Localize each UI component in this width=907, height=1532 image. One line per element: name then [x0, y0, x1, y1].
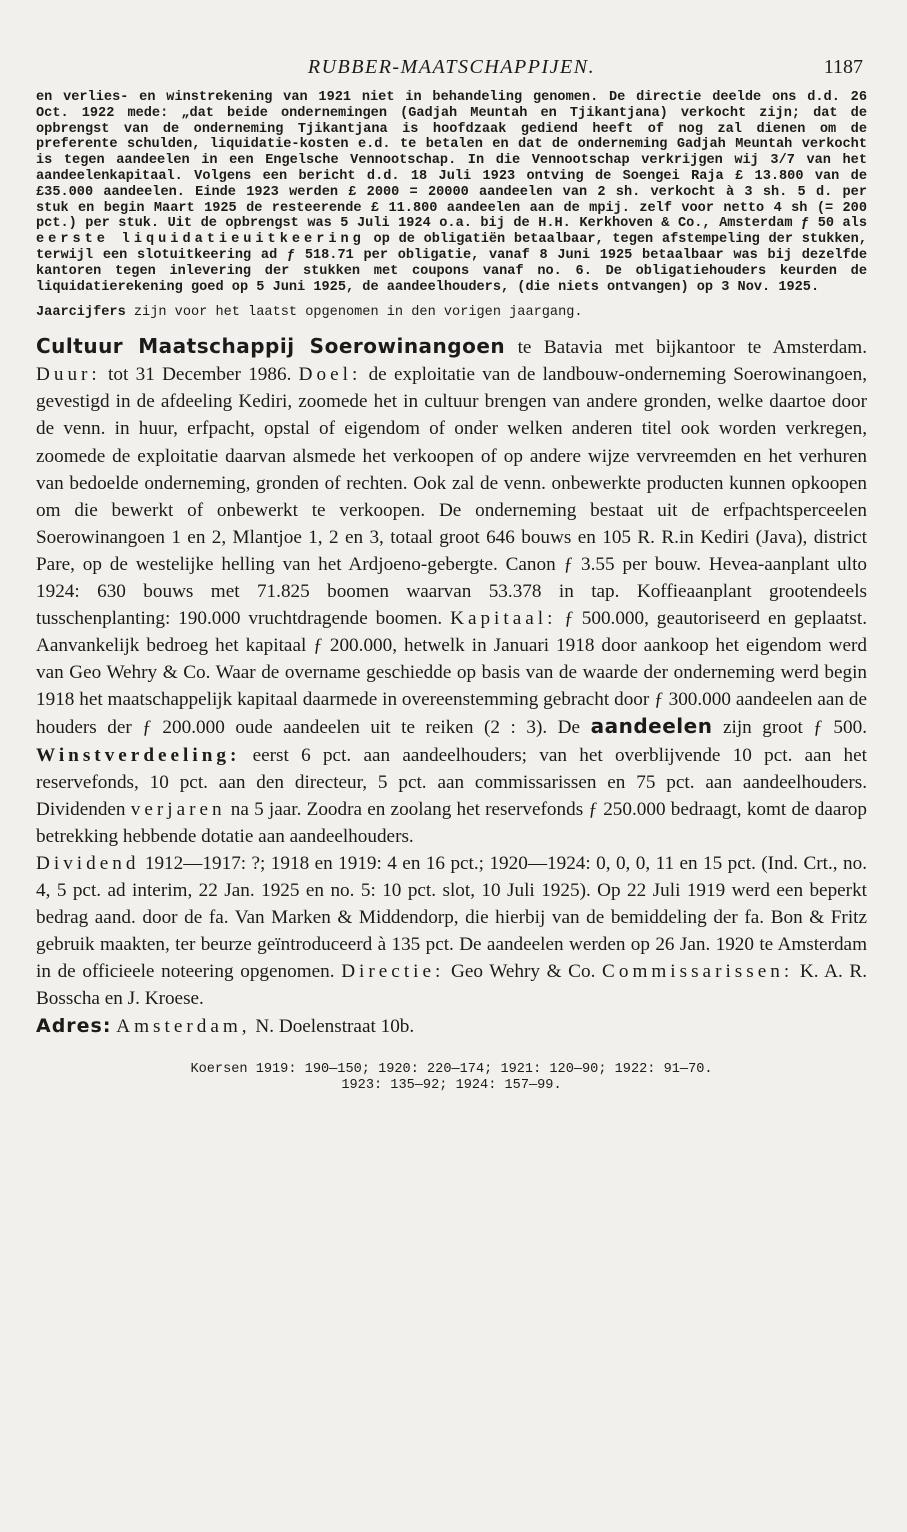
- note-label: Jaarcijfers: [36, 305, 126, 321]
- kapitaal-label: Kapitaal:: [450, 608, 557, 630]
- koersen-block: [36, 1062, 867, 1094]
- adres-street: N. Doelenstraat 10b.: [250, 1015, 415, 1037]
- continuation-text-1: en verlies- en winstrekening van 1921 niet in behandeling genomen. De directie deelde ons d.d. 26 Oct. 1922 mede: „dat beide ondernemingen (Gadjah Meuntah en Tjikantjana) verkocht zijn; dat de opbrengst van de onderneming Tjikantjana is hoofdzaak gediend heeft of nog zal dienen om de preferente schulden, liquidatie-kosten e.d. te betalen en dat de onderneming Gadjah Meuntah verkocht is tegen aandeelen in een Engelsche Vennootschap. In die Vennootschap verkrijgen wij 3/7 van het aandeelenkapitaal. Volgens een bericht d.d. 18 Juli 1923 ontving de Soengei Raja £ 13.800 van de £35.000 aandeelen. Einde 1923 werden £ 2000 = 20000 aandeelen van 2 sh. verkocht à 3 sh. 5 d. per stuk en begin Maart 1925 de resteerende £ 11.800 aandeelen aan de mpij. zelf voor netto 4 sh (= 200 pct.) per stuk. Uit de opbrengst was 5 Juli 1924 o.a. bij de H.H. Kerkhoven & Co., Amsterdam ƒ 50 als: [36, 90, 867, 232]
- verjaren-text: na 5 jaar. Zoodra en zoolang het reservefonds ƒ 250.000 bedraagt, komt de daarop betrekking hebbende dotatie aan aandeelhouders.: [36, 798, 867, 847]
- aandeelen-label: aandeelen: [590, 714, 713, 739]
- adres-label: Adres:: [36, 1014, 112, 1037]
- duur-label: Duur:: [36, 364, 101, 386]
- koersen-line-2: 1923: 135—92; 1924: 157—99.: [341, 1077, 562, 1093]
- jaarcijfers-note: [36, 305, 867, 321]
- adres-city: Amsterdam,: [116, 1015, 251, 1037]
- company-intro: te Batavia met bijkantoor te Amsterdam.: [505, 337, 867, 359]
- dividend-label: Dividend: [36, 852, 140, 874]
- doel-label: Doel:: [298, 364, 362, 386]
- dividend-text: 1912—1917: ?; 1918 en 1919: 4 en 16 pct.; 1920—1924: 0, 0, 0, 11 en 15 pct. (Ind. Crt., no. 4, 5 pct. ad interim, 22 Jan. 1925 en no. 5: 10 pct. slot, 10 Juli 1925). Op 22 Juli 1919 werd een beperkt bedrag aand. door de fa. Van Marken & Middendorp, die hierbij van de bemiddeling der fa. Bon & Fritz gebruik maakten, ter beurze geïntroduceerd à 135 pct. De aandeelen werden op 26 Jan. 1920 te Amsterdam in de officieele noteering opgenomen.: [36, 852, 867, 983]
- kapitaal-text: ƒ 500.000, geautoriseerd en geplaatst. Aanvankelijk bedroeg het kapitaal ƒ 200.000, hetwelk in Januari 1918 door aankoop het eigendom werd van Geo Wehry & Co. Waar de overname geschiedde op basis van de waarde der onderneming werd begin 1918 het maatschappelijk kapitaal daarmede in overeenstemming gebracht door ƒ 300.000 aandeelen aan de houders der ƒ 200.000 oude aandeelen uit te reiken (2 : 3). De: [36, 608, 867, 739]
- running-title: RUBBER-MAATSCHAPPIJEN.: [307, 56, 596, 78]
- winstverdeeling-text: eerst 6 pct. aan aandeelhouders; van het overblijvende 10 pct. aan het reservefonds, 10 pct. aan den directeur, 5 pct. aan commissarissen en 75 pct. aan aandeelhouders. Dividenden: [36, 744, 867, 820]
- note-text: zijn voor het laatst opgenomen in den vorigen jaargang.: [125, 305, 583, 321]
- company-entry: [36, 333, 867, 1039]
- commissarissen-label: Commissarissen:: [602, 961, 794, 983]
- continuation-spaced-term: eerste liquidatieuitkeering: [36, 232, 365, 248]
- koersen-line-1: Koersen 1919: 190—150; 1920: 220—174; 1921: 120—90; 1922: 91—70.: [190, 1061, 713, 1077]
- winstverdeeling-label: Winstverdeeling:: [36, 744, 241, 766]
- continuation-text-2: op de obligatiën betaalbaar, tegen afstempeling der stukken, terwijl een slotuitkeering ad ƒ 518.71 per obligatie, vanaf 8 Juni 1925 betaalbaar was bij dezelfde kantoren tegen inlevering der stukken met coupons vanaf no. 6. De obligatiehouders keurden de liquidatierekening goed op 5 Juni 1925, de aandeelhouders, (die niets ontvangen) op 3 Nov. 1925.: [36, 232, 867, 295]
- aandeelen-text: zijn groot ƒ 500.: [712, 717, 868, 739]
- directie-text: Geo Wehry & Co.: [444, 961, 603, 983]
- directie-label: Directie:: [341, 961, 445, 983]
- page-number: 1187: [823, 56, 863, 78]
- doel-text: de exploitatie van de landbouw-onderneming Soerowinangoen, gevestigd in de afdeeling Kediri, zoomede het in cultuur brengen van andere gronden, welke daartoe door de venn. in huur, erfpacht, opstal of eigendom of onder welken anderen titel ook worden verkregen, zoomede de exploitatie daarvan alsmede het verkoopen of op andere wijze vervreemden en het verhuren van bedoelde onderneming, gronden of rechten. Ook zal de venn. onbewerkte producten kunnen opkoopen om die bewerkt of onbewerkt te verkoopen. De onderneming bestaat uit de erfpachtsperceelen Soerowinangoen 1 en 2, Mlantjoe 1, 2 en 3, totaal groot 646 bouws en 105 R. R.in Kediri (Java), district Pare, op de westelijke helling van het Ardjoeno-gebergte. Canon ƒ 3.55 per bouw. Hevea-aanplant ulto 1924: 630 bouws met 71.825 boomen waarvan 53.378 in tap. Koffieaanplant grootendeels tusschenplanting: 190.000 vruchtdragende boomen.: [36, 364, 867, 630]
- verjaren-label: verjaren: [130, 798, 226, 820]
- commissarissen-text: K. A. R. Bosscha en J. Kroese.: [36, 961, 867, 1010]
- page-header: [36, 50, 867, 90]
- company-name: Cultuur Maatschappij Soerowinangoen: [36, 334, 506, 359]
- continuation-paragraph: [36, 90, 867, 295]
- duur-text: tot 31 December 1986.: [100, 364, 299, 386]
